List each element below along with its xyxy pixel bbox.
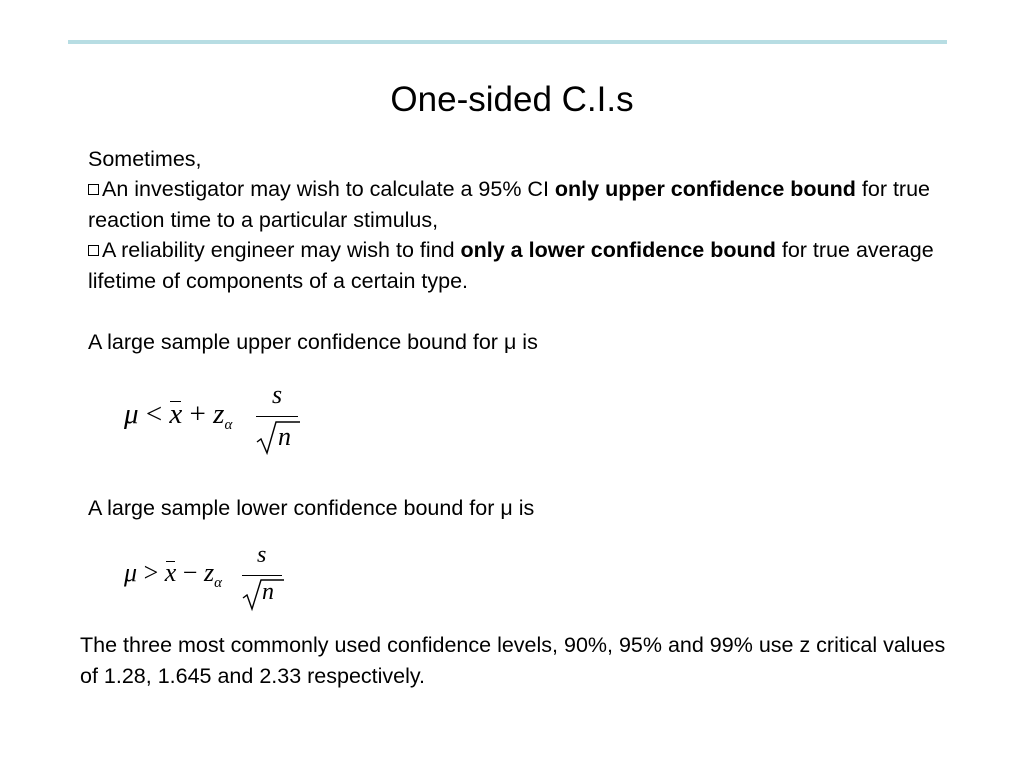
alpha-subscript: α <box>214 575 222 591</box>
numerator-s: s <box>272 380 283 409</box>
intro-text <box>88 144 202 175</box>
plus-symbol: + <box>189 398 206 430</box>
mu-symbol: μ <box>124 398 139 430</box>
upper-bound-text: A large sample upper confidence bound for μ is <box>88 330 538 354</box>
alpha-subscript: α <box>224 417 233 433</box>
z-letter: z <box>213 398 225 430</box>
bullet-1-tail: for true reaction time to a particular stimulus, <box>88 177 931 232</box>
slide-title: One-sided C.I.s <box>390 80 634 119</box>
intro-label: Sometimes, <box>88 147 202 171</box>
bullet-1 <box>88 174 933 235</box>
bullet-1-text: An investigator may wish to calculate a 95% CI <box>102 177 555 201</box>
upper-formula-lhs <box>124 398 232 434</box>
checkbox-bullet-icon <box>88 245 99 256</box>
upper-bound-formula <box>124 380 324 460</box>
mu-symbol: μ <box>124 558 138 587</box>
z-symbol <box>213 398 233 433</box>
bullet-2-emphasis: only a lower confidence bound <box>460 238 776 262</box>
minus-symbol: − <box>182 558 198 587</box>
z-letter: z <box>203 558 215 587</box>
title-divider <box>68 40 947 44</box>
x-bar-symbol: x <box>169 398 183 430</box>
n-symbol: n <box>262 579 274 605</box>
fraction-bar <box>242 575 282 576</box>
closing-text: The three most commonly used confidence levels, 90%, 95% and 99% use z critical values of 1.28, 1.645 and 2.33 respectively. <box>80 633 946 688</box>
n-symbol: n <box>278 422 291 451</box>
less-than-symbol: < <box>145 398 163 430</box>
bullet-2-text: A reliability engineer may wish to find <box>102 238 461 262</box>
z-symbol <box>203 558 222 591</box>
fraction-bar <box>256 416 298 417</box>
lower-formula-lhs <box>124 558 222 592</box>
lower-bound-text: A large sample lower confidence bound for μ is <box>88 496 535 520</box>
denominator-sqrt-n <box>242 578 284 612</box>
bullet-2 <box>88 235 958 296</box>
greater-than-symbol: > <box>143 558 159 587</box>
lower-bound-formula <box>124 542 304 614</box>
checkbox-bullet-icon <box>88 184 99 195</box>
numerator-s: s <box>257 542 267 568</box>
bullet-1-emphasis: only upper confidence bound <box>554 177 856 201</box>
x-bar-symbol: x <box>164 558 177 587</box>
denominator-sqrt-n <box>256 420 300 456</box>
bullet-2-tail: for true average lifetime of components of a certain type. <box>88 238 934 293</box>
